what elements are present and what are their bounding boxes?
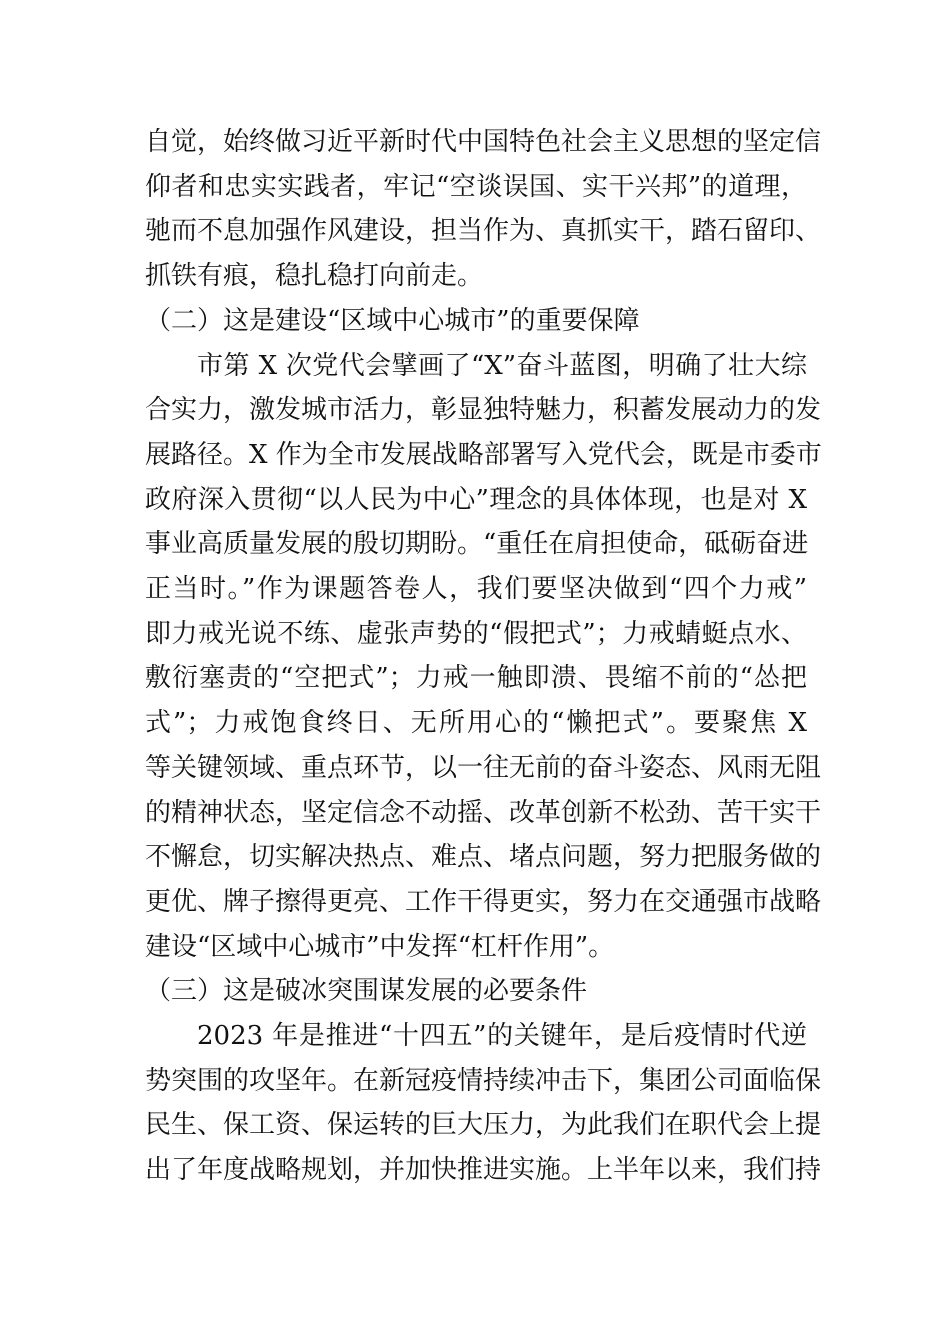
text-line: 出了年度战略规划，并加快推进实施。上半年以来，我们持 [145, 1155, 822, 1186]
text-line: 即力戒光说不练、虚张声势的“假把式”；力戒蜻蜓点水、 [145, 618, 807, 649]
text-line: 不懈怠，切实解决热点、难点、堵点问题，努力把服务做的 [145, 842, 822, 873]
text-line: 更优、牌子擦得更亮、工作干得更实，努力在交通强市战略 [145, 886, 822, 917]
paragraph-section-3 [145, 1014, 822, 1193]
text-line: 自觉，始终做习近平新时代中国特色社会主义思想的坚定信 [145, 127, 822, 157]
text-line: 等关键领域、重点环节，以一往无前的奋斗姿态、风雨无阻 [145, 752, 822, 783]
text-line: 的精神状态，坚定信念不动摇、改革创新不松劲、苦干实干 [145, 797, 822, 828]
text-line: 展路径。X 作为全市发展战略部署写入党代会，既是市委市 [145, 439, 822, 470]
text-line: 政府深入贯彻“以人民为中心”理念的具体体现，也是对 X [145, 484, 807, 515]
text-line: 建设“区域中心城市”中发挥“杠杆作用”。 [145, 931, 615, 962]
section-heading-3: （三）这是破冰突围谋发展的必要条件 [145, 976, 588, 1007]
text-line: 式”；力戒饱食终日、无所用心的“懒把式”。要聚焦 X [145, 708, 807, 739]
text-line: 正当时。”作为课题答卷人，我们要坚决做到“四个力戒” [145, 574, 807, 605]
text-line: 2023 年是推进“十四五”的关键年，是后疫情时代逆 [197, 1021, 807, 1052]
text-line: 驰而不息加强作风建设，担当作为、真抓实干，踏石留印、 [145, 216, 822, 247]
text-line: 敷衍塞责的“空把式”；力戒一触即溃、畏缩不前的“怂把 [145, 663, 807, 694]
text-line: 势突围的攻坚年。在新冠疫情持续冲击下，集团公司面临保 [145, 1065, 822, 1096]
text-line: 合实力，激发城市活力，彰显独特魅力，积蓄发展动力的发 [145, 395, 822, 426]
text-line: 民生、保工资、保运转的巨大压力，为此我们在职代会上提 [145, 1110, 822, 1141]
document-body [145, 120, 822, 1193]
text-line: 仰者和忠实实践者，牢记“空谈误国、实干兴邦”的道理， [145, 171, 807, 202]
section-heading-2: （二）这是建设“区域中心城市”的重要保障 [145, 305, 640, 336]
text-line: 抓铁有痕，稳扎稳打向前走。 [145, 261, 484, 292]
paragraph-continuation [145, 120, 822, 299]
text-line: 事业高质量发展的殷切期盼。“重任在肩担使命，砥砺奋进 [145, 529, 809, 560]
text-line: 市第 X 次党代会擘画了“X”奋斗蓝图，明确了壮大综 [197, 350, 807, 381]
paragraph-section-2 [145, 344, 822, 970]
